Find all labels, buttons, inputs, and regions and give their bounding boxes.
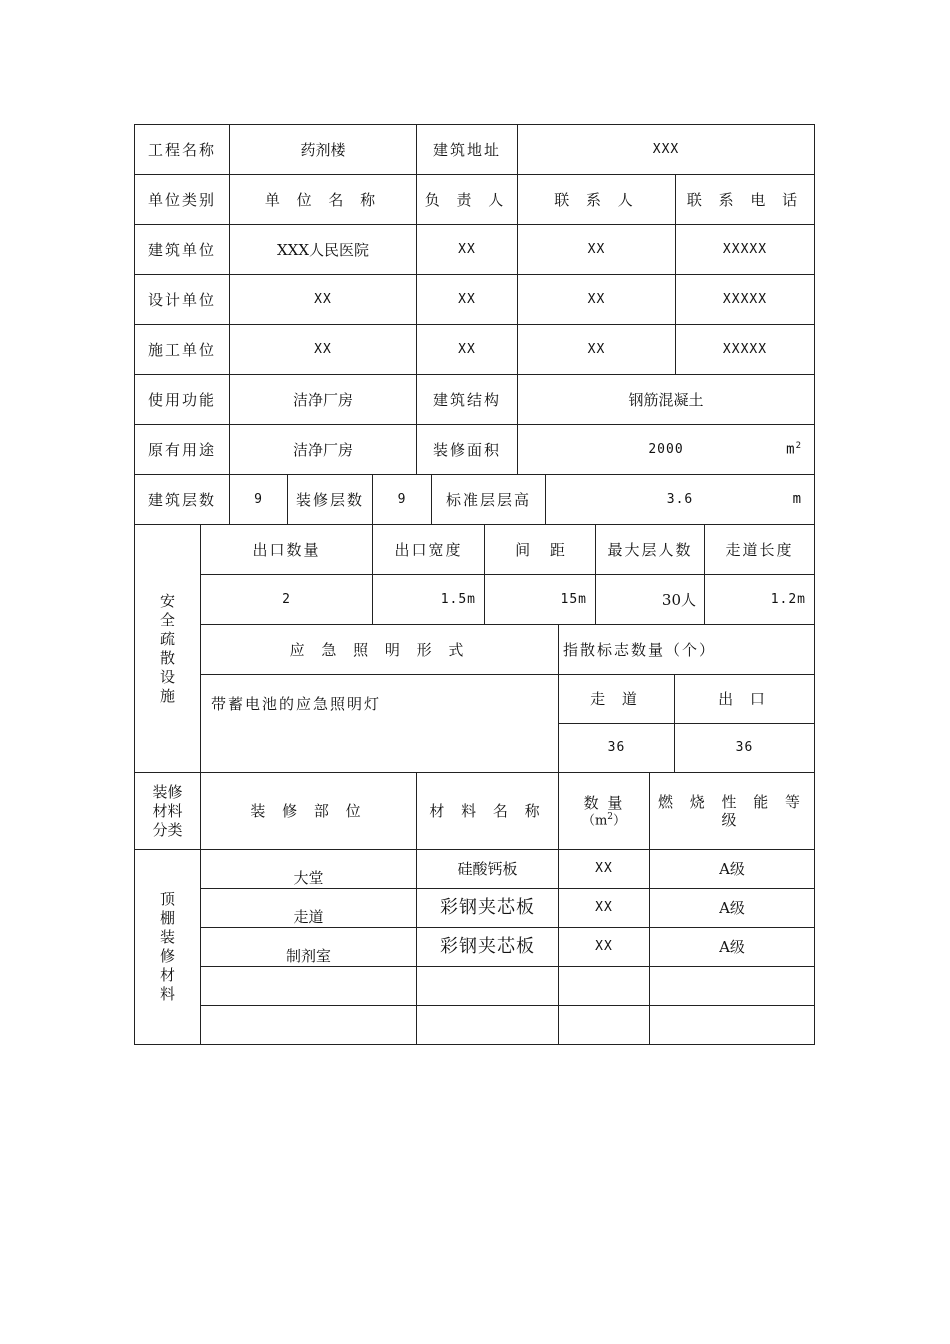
- unit-name-header: 单 位 名 称: [230, 175, 417, 225]
- exit-sign-header: 出 口: [675, 675, 814, 724]
- area-cell: [518, 425, 814, 475]
- structure-value: 钢筋混凝土: [518, 375, 814, 425]
- original-use-value: 洁净厂房: [230, 425, 417, 475]
- max-people-value: 30人: [596, 575, 705, 625]
- floors-value: 9: [230, 475, 288, 525]
- unit-row-phone: XXXXX: [676, 275, 814, 325]
- spacing-value: 15m: [485, 575, 596, 625]
- quantity-header: 数 量 $(m^2)$: [559, 773, 650, 850]
- function-label: 使用功能: [135, 375, 230, 425]
- unit-row-category: 设计单位: [135, 275, 230, 325]
- address-value: XXX: [518, 125, 814, 175]
- floor-height-unit: m: [792, 491, 802, 508]
- ceiling-empty-cell: [650, 967, 814, 1006]
- evac-sign-count-header: 指散标志数量（个）: [559, 625, 814, 675]
- spacing-header: 间 距: [485, 525, 596, 575]
- emergency-lighting-value: 带蓄电池的应急照明灯: [201, 675, 559, 773]
- contact-header: 联 系 人: [518, 175, 676, 225]
- floors-label: 建筑层数: [135, 475, 230, 525]
- unit-row-name: XXX人民医院: [230, 225, 417, 275]
- exit-width-header: 出口宽度: [373, 525, 485, 575]
- ceiling-row-material: 硅酸钙板: [417, 850, 559, 889]
- ceiling-row-part: 制剂室: [201, 928, 417, 967]
- ceiling-section-label: 顶 棚 装 修 材 料: [135, 850, 201, 1044]
- area-label: 装修面积: [417, 425, 518, 475]
- exit-width-value: 1.5m: [373, 575, 485, 625]
- project-name-label: 工程名称: [135, 125, 230, 175]
- project-name-value: 药剂楼: [230, 125, 417, 175]
- unit-row-contact: XX: [518, 275, 676, 325]
- ceiling-empty-cell: [201, 967, 417, 1006]
- ceiling-row-grade: A级: [650, 850, 814, 889]
- unit-row-person: XX: [417, 325, 518, 375]
- ceiling-empty-cell: [650, 1006, 814, 1044]
- ceiling-row-part: 走道: [201, 889, 417, 928]
- ceiling-empty-cell: [417, 967, 559, 1006]
- exit-sign-count: 36: [675, 724, 814, 773]
- area-unit: $m^2$: [786, 440, 802, 458]
- ceiling-row-part: 大堂: [201, 850, 417, 889]
- original-use-label: 原有用途: [135, 425, 230, 475]
- ceiling-empty-cell: [201, 1006, 417, 1044]
- unit-row-person: XX: [417, 225, 518, 275]
- floor-height-label: 标准层层高: [432, 475, 546, 525]
- floor-height-cell: [546, 475, 814, 525]
- function-value: 洁净厂房: [230, 375, 417, 425]
- ceiling-row-qty: XX: [559, 850, 650, 889]
- safety-section-label: 安 全 疏 散 设 施: [135, 525, 201, 773]
- exit-count-header: 出口数量: [201, 525, 373, 575]
- person-header: 负 责 人: [417, 175, 518, 225]
- material-name-header: 材 料 名 称: [417, 773, 559, 850]
- max-people-header: 最大层人数: [596, 525, 705, 575]
- exit-count-value: 2: [201, 575, 373, 625]
- ceiling-row-material: 彩钢夹芯板: [417, 889, 559, 928]
- floor-height-value: 3.6: [666, 491, 694, 507]
- area-value: 2000: [648, 441, 684, 457]
- unit-row-contact: XX: [518, 225, 676, 275]
- ceiling-empty-cell: [559, 1006, 650, 1044]
- corridor-sign-count: 36: [559, 724, 675, 773]
- ceiling-row-grade: A级: [650, 928, 814, 967]
- fire-safety-form: [134, 124, 815, 1045]
- fire-grade-header: 燃 烧 性 能 等 级: [650, 773, 814, 850]
- ceiling-row-qty: XX: [559, 889, 650, 928]
- unit-row-category: 施工单位: [135, 325, 230, 375]
- ceiling-empty-cell: [417, 1006, 559, 1044]
- ceiling-empty-cell: [559, 967, 650, 1006]
- structure-label: 建筑结构: [417, 375, 518, 425]
- unit-row-person: XX: [417, 275, 518, 325]
- unit-row-phone: XXXXX: [676, 325, 814, 375]
- corridor-length-value: 1.2m: [705, 575, 814, 625]
- corridor-sign-header: 走 道: [559, 675, 675, 724]
- phone-header: 联 系 电 话: [676, 175, 814, 225]
- unit-row-category: 建筑单位: [135, 225, 230, 275]
- ceiling-row-qty: XX: [559, 928, 650, 967]
- corridor-length-header: 走道长度: [705, 525, 814, 575]
- ceiling-row-material: 彩钢夹芯板: [417, 928, 559, 967]
- deco-floors-label: 装修层数: [288, 475, 373, 525]
- emergency-lighting-header: 应 急 照 明 形 式: [201, 625, 559, 675]
- ceiling-row-grade: A级: [650, 889, 814, 928]
- unit-row-contact: XX: [518, 325, 676, 375]
- deco-part-header: 装 修 部 位: [201, 773, 417, 850]
- deco-floors-value: 9: [373, 475, 432, 525]
- unit-category-header: 单位类别: [135, 175, 230, 225]
- unit-row-name: XX: [230, 275, 417, 325]
- materials-section-label: 装修 材料 分类: [135, 773, 201, 850]
- address-label: 建筑地址: [417, 125, 518, 175]
- unit-row-phone: XXXXX: [676, 225, 814, 275]
- unit-row-name: XX: [230, 325, 417, 375]
